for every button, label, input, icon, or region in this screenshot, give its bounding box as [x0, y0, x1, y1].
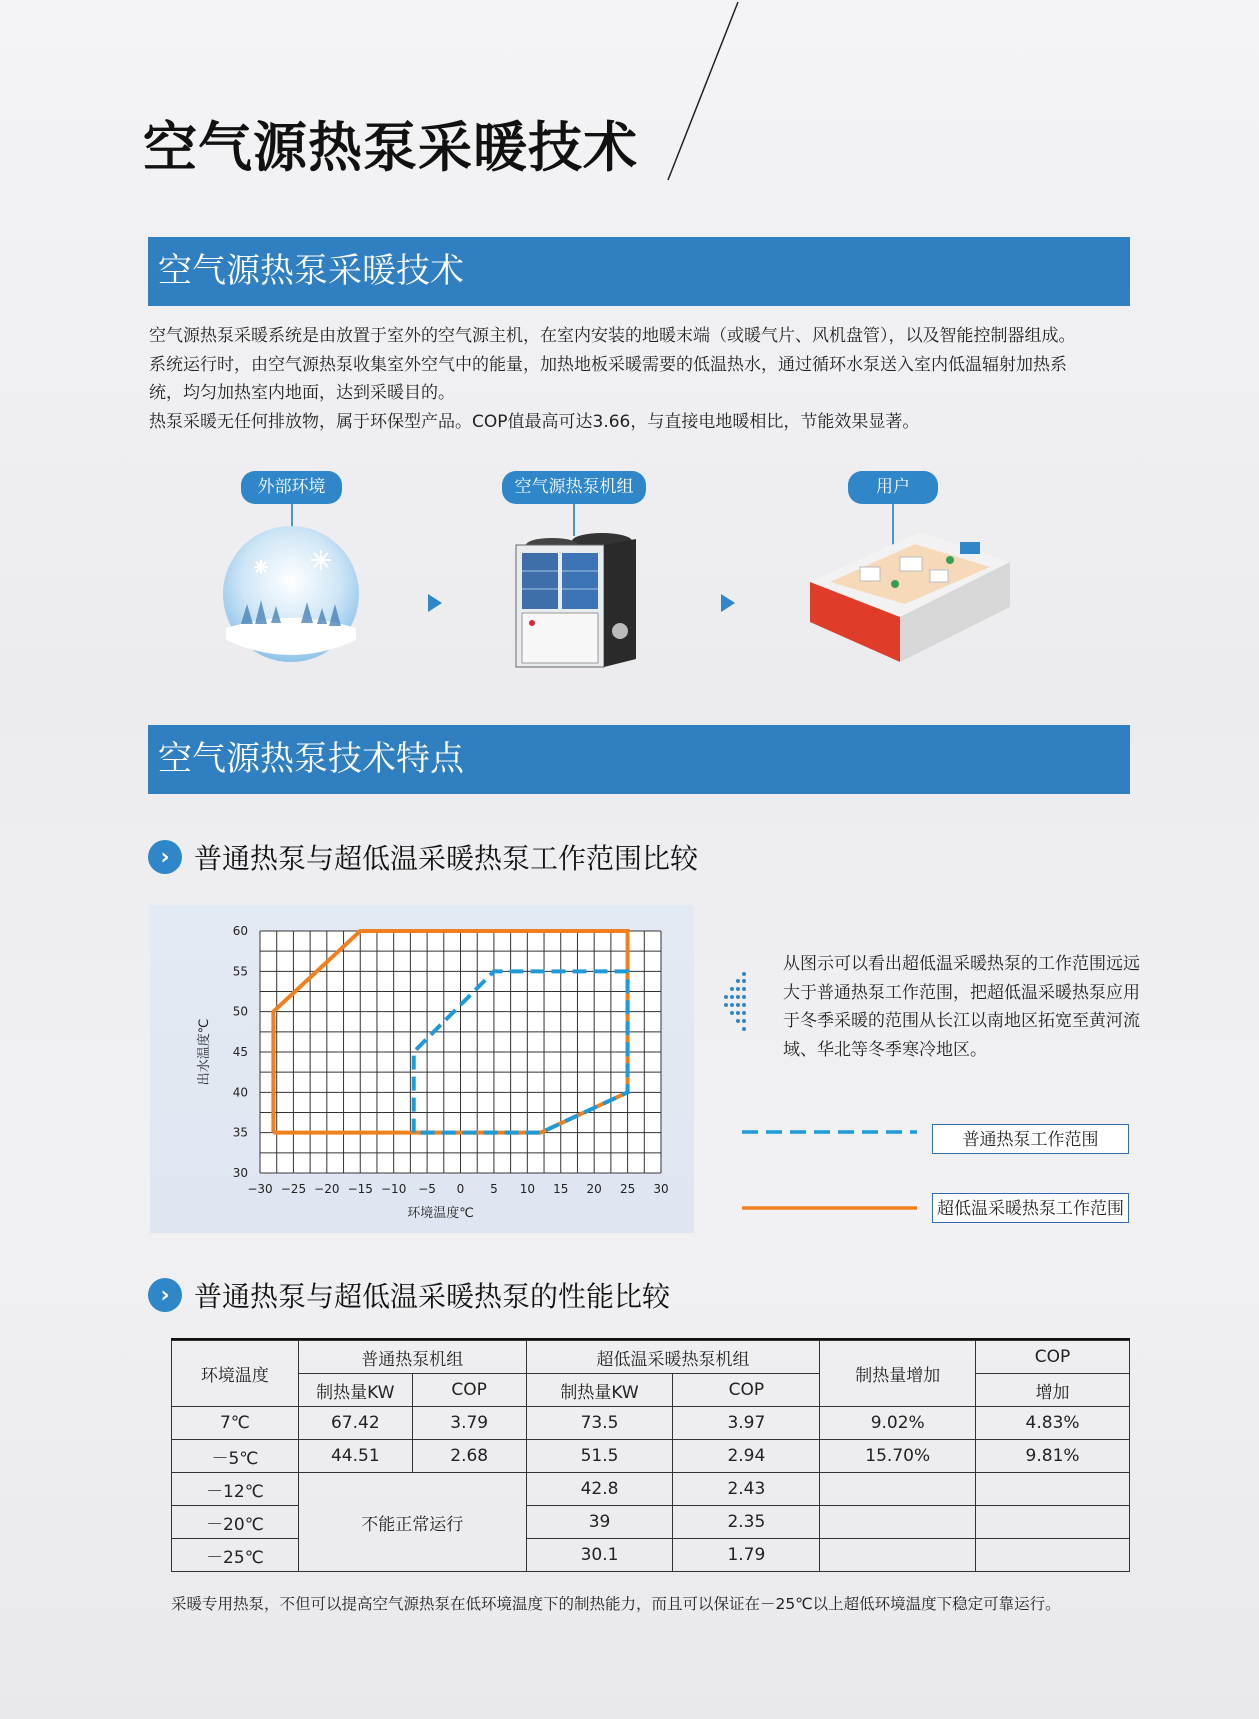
flow-label-heat-pump: 空气源热泵机组: [502, 471, 646, 504]
table-row: [172, 1440, 1130, 1473]
y-tick-label: 60: [232, 924, 248, 938]
subheader-ultra-cop: COP: [673, 1374, 820, 1407]
x-tick-label: −5: [418, 1182, 436, 1196]
cell-normal-cop: 3.79: [412, 1407, 526, 1440]
header-cop-increase-2: 增加: [976, 1374, 1130, 1407]
heat-pump-unit-icon: [512, 531, 640, 669]
y-tick-label: 35: [232, 1125, 248, 1140]
decorative-slash: [650, 0, 740, 185]
x-tick-label: −10: [381, 1182, 407, 1196]
cell-heat-increase: 15.70%: [820, 1440, 976, 1473]
flow-arrow-icon: [428, 594, 442, 612]
header-cop-increase-1: COP: [976, 1341, 1130, 1374]
performance-table: [171, 1340, 1130, 1572]
cell-temp: －25℃: [172, 1539, 299, 1572]
cell-empty: [976, 1539, 1130, 1572]
cell-ultra-heat: 39: [526, 1506, 673, 1539]
cell-ultra-heat: 42.8: [526, 1473, 673, 1506]
cell-ultra-heat: 30.1: [526, 1539, 673, 1572]
cell-ultra-cop: 1.79: [673, 1539, 820, 1572]
x-tick-label: 25: [619, 1182, 636, 1196]
snow-landscape-icon: [221, 520, 361, 670]
cell-not-running: 不能正常运行: [298, 1473, 526, 1572]
legend-normal: 普通热泵工作范围: [932, 1124, 1129, 1154]
subheading-range: [148, 837, 698, 877]
cell-cop-increase: 4.83%: [976, 1407, 1130, 1440]
header-heat-increase: 制热量增加: [820, 1341, 976, 1407]
cell-normal-heat: 67.42: [298, 1407, 412, 1440]
cell-empty: [820, 1539, 976, 1572]
x-tick-label: 15: [553, 1182, 569, 1196]
chart-description: 从图示可以看出超低温采暖热泵的工作范围远远大于普通热泵工作范围，把超低温采暖热泵应用于冬季采暖的范围从长江以南地区拓宽至黄河流域、华北等冬季寒冷地区。: [783, 954, 1140, 1060]
section-banner-tech: 空气源热泵采暖技术: [148, 237, 1130, 306]
intro-line-4: 热泵采暖无任何排放物，属于环保型产品。COP值最高可达3.66，与直接电地暖相比，节能效果显著。: [149, 411, 920, 432]
x-tick-label: −30: [247, 1182, 273, 1196]
cell-ultra-cop: 2.94: [673, 1440, 820, 1473]
legend-line-ultra: [742, 1203, 917, 1213]
x-tick-label: 20: [586, 1182, 602, 1196]
y-tick-label: 50: [232, 1004, 248, 1019]
cell-ultra-heat: 51.5: [526, 1440, 673, 1473]
cell-normal-heat: 44.51: [298, 1440, 412, 1473]
cell-empty: [820, 1506, 976, 1539]
page-title: 空气源热泵采暖技术: [143, 116, 638, 179]
legend-line-normal: [742, 1127, 917, 1137]
range-chart: [150, 905, 694, 1233]
table-row: [172, 1407, 1130, 1440]
cell-temp: 7℃: [172, 1407, 299, 1440]
subheading-range-text: 普通热泵与超低温采暖热泵工作范围比较: [194, 842, 699, 875]
subheader-normal-heat: 制热量KW: [298, 1374, 412, 1407]
table-subheader-row: [172, 1374, 1130, 1407]
cell-temp: －5℃: [172, 1440, 299, 1473]
y-tick-label: 30: [232, 1166, 248, 1180]
table-row: [172, 1473, 1130, 1506]
cell-empty: [976, 1506, 1130, 1539]
cell-heat-increase: 9.02%: [820, 1407, 976, 1440]
chevron-right-icon: ›: [148, 1278, 182, 1312]
intro-line-1: 空气源热泵采暖系统是由放置于室外的空气源主机，在室内安装的地暖末端（或暖气片、风机盘管），以及智能控制器组成。: [149, 326, 1076, 346]
house-floorplan-icon: [800, 522, 1020, 672]
cell-ultra-cop: 2.35: [673, 1506, 820, 1539]
cell-ultra-heat: 73.5: [526, 1407, 673, 1440]
x-tick-label: 0: [456, 1182, 465, 1196]
intro-paragraph: [149, 322, 1134, 436]
range-chart-svg: [150, 905, 694, 1233]
legend-ultra: 超低温采暖热泵工作范围: [932, 1193, 1129, 1223]
y-tick-label: 55: [232, 964, 248, 979]
y-tick-label: 45: [232, 1045, 248, 1059]
x-tick-label: 30: [653, 1182, 669, 1196]
x-tick-label: −20: [314, 1182, 340, 1196]
subheader-ultra-heat: 制热量KW: [526, 1374, 673, 1407]
dotted-arrow-icon: [722, 970, 752, 1036]
cell-normal-cop: 2.68: [412, 1440, 526, 1473]
chevron-right-icon: ›: [148, 840, 182, 874]
flow-label-user: 用户: [848, 471, 938, 504]
cell-ultra-cop: 2.43: [673, 1473, 820, 1506]
intro-line-3: 统，均匀加热室内地面，达到采暖目的。: [149, 383, 455, 403]
cell-temp: －12℃: [172, 1473, 299, 1506]
x-axis-label: 环境温度℃: [407, 1206, 474, 1221]
y-axis-label: 出水温度℃: [197, 1018, 212, 1086]
flow-arrow-icon: [721, 594, 735, 612]
header-env-temp: 环境温度: [172, 1341, 299, 1407]
cell-empty: [820, 1473, 976, 1506]
x-tick-label: −25: [280, 1182, 307, 1196]
section-banner-features: 空气源热泵技术特点: [148, 725, 1130, 794]
y-tick-label: 40: [232, 1085, 248, 1100]
subheading-performance-text: 普通热泵与超低温采暖热泵的性能比较: [194, 1280, 671, 1313]
table-header-row: [172, 1341, 1130, 1374]
flow-label-environment: 外部环境: [241, 471, 342, 504]
header-ultra-group: 超低温采暖热泵机组: [526, 1341, 820, 1374]
cell-cop-increase: 9.81%: [976, 1440, 1130, 1473]
x-tick-label: −15: [347, 1182, 373, 1196]
cell-empty: [976, 1473, 1130, 1506]
subheader-normal-cop: COP: [412, 1374, 526, 1407]
intro-line-2: 系统运行时，由空气源热泵收集室外空气中的能量，加热地板采暖需要的低温热水，通过循环水泵送入室内低温辐射加热系: [149, 354, 1067, 375]
cell-ultra-cop: 3.97: [673, 1407, 820, 1440]
table-footnote: 采暖专用热泵，不但可以提高空气源热泵在低环境温度下的制热能力，而且可以保证在－25℃以上超低环境温度下稳定可靠运行。: [171, 1595, 1061, 1613]
cell-temp: －20℃: [172, 1506, 299, 1539]
x-tick-label: 10: [519, 1182, 535, 1196]
subheading-performance: [148, 1275, 670, 1315]
header-normal-group: 普通热泵机组: [298, 1341, 526, 1374]
x-tick-label: 5: [490, 1182, 498, 1196]
